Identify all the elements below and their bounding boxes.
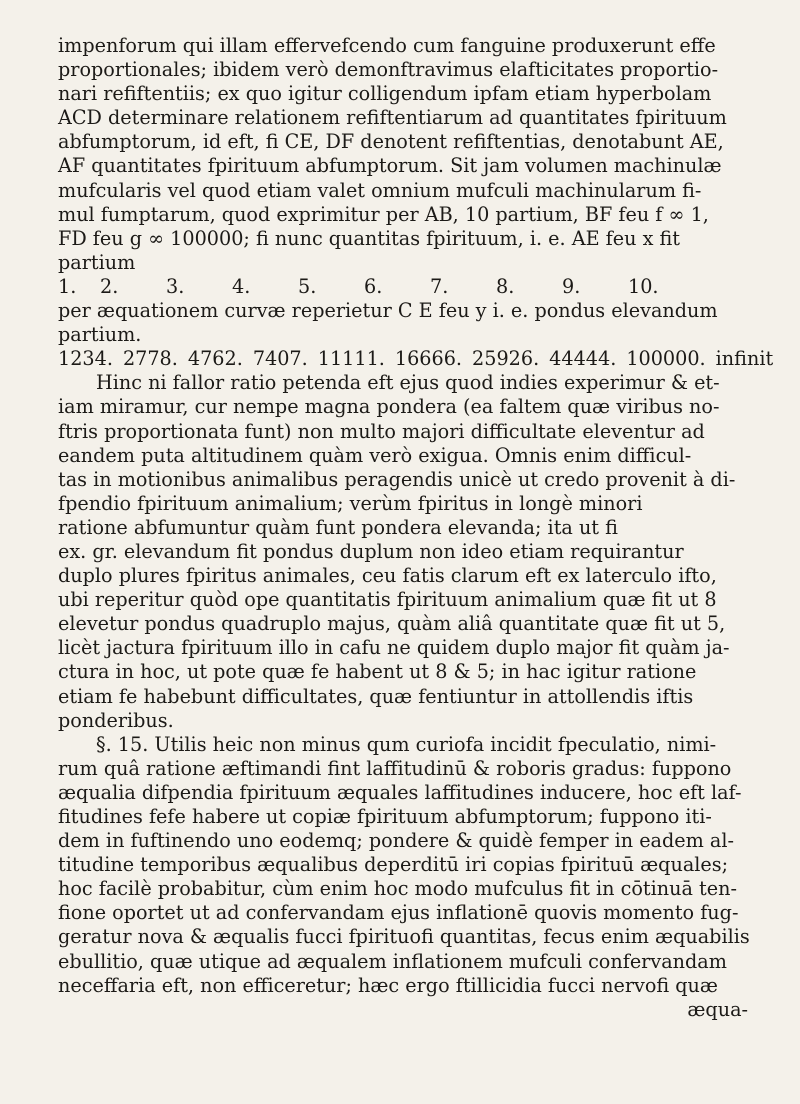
scale-number: 2. <box>100 274 119 298</box>
scale-number: 3. <box>166 274 185 298</box>
text-line: mufcularis vel quod etiam valet omnium mufculi machinularum fi- <box>58 178 702 202</box>
scale-number: 8. <box>496 274 515 298</box>
scale-row <box>58 275 754 299</box>
scale-number: 9. <box>562 274 581 298</box>
text-line: proportionales; ibidem verò demonftravimus elafticitates proportio- <box>58 58 719 82</box>
text-line: fione oportet ut ad confervandam ejus inflationē quovis momento fug- <box>58 901 739 925</box>
value-entry: 1234. <box>58 347 113 371</box>
text-line: fpendio fpirituum animalium; verùm fpiritus in longè minori <box>58 491 643 515</box>
text-line: hoc facilè probabitur, cùm enim hoc modo mufculus fit in cōtinuā ten- <box>58 877 737 901</box>
text-line: ubi reperitur quòd ope quantitatis fpirituum animalium quæ fit ut 8 <box>58 588 717 612</box>
text-line: dem in fuftinendo uno eodemq; pondere & quidè femper in eadem al- <box>58 829 734 853</box>
text-line: ctura in hoc, ut pote quæ fe habent ut 8 & 5; in hac igitur ratione <box>58 660 697 684</box>
scale-number: 1. <box>58 274 77 298</box>
text-line: nari refiftentiis; ex quo igitur colligendum ipfam etiam hyperbolam <box>58 82 712 106</box>
scale-number: 6. <box>364 274 383 298</box>
text-line: mul fumptarum, quod exprimitur per AB, 10 partium, BF feu f ∞ 1, <box>58 202 709 226</box>
value-entry: 7407. <box>252 347 308 371</box>
values-row <box>58 347 774 371</box>
catchword: æqua- <box>687 997 748 1021</box>
value-entry: 16666. <box>394 347 463 371</box>
text-line: partium. <box>58 323 142 347</box>
value-entry: infinit <box>715 347 774 371</box>
value-entry: 25926. <box>472 347 540 371</box>
text-line: iam miramur, cur nempe magna pondera (ea faltem quæ viribus no- <box>58 395 720 419</box>
text-line: æqualia difpendia fpirituum æquales laffitudines inducere, hoc eft laf- <box>58 780 742 804</box>
text-line: Hinc ni fallor ratio petenda eft ejus quod indies experimur & et- <box>96 371 720 395</box>
value-entry: 2778. <box>122 347 178 371</box>
text-line: FD feu g ∞ 100000; fi nunc quantitas fpirituum, i. e. AE feu x fit <box>58 226 681 250</box>
text-line: §. 15. Utilis heic non minus qum curiofa incidit fpeculatio, nimi- <box>96 732 717 756</box>
text-line: fitudines fefe habere ut copiæ fpirituum abfumptorum; fuppono iti- <box>58 805 712 828</box>
text-line: ebullitio, quæ utique ad æqualem inflationem mufculi confervandam <box>58 949 727 973</box>
value-entry: 4762. <box>187 347 243 371</box>
text-line: impenforum qui illam effervefcendo cum fanguine produxerunt effe <box>58 34 716 57</box>
scale-number: 5. <box>298 274 317 298</box>
text-line: eandem puta altitudinem quàm verò exigua. Omnis enim difficul- <box>58 443 692 467</box>
value-entry: 100000. <box>626 347 706 371</box>
text-line: elevetur pondus quadruplo majus, quàm aliâ quantitate quæ fit ut 5, <box>58 612 726 636</box>
text-line: per æquationem curvæ reperietur C E feu y i. e. pondus elevandum <box>58 299 718 323</box>
scale-number: 4. <box>232 274 251 298</box>
text-line: geratur nova & æqualis fucci fpirituofi quantitas, fecus enim æquabilis <box>58 925 750 949</box>
text-line: ex. gr. elevandum fit pondus duplum non ideo etiam requirantur <box>58 539 684 563</box>
scale-number: 10. <box>628 274 659 298</box>
text-line: neceffaria eft, non efficeretur; hæc ergo ftillicidia fucci nervofi quæ <box>58 973 718 997</box>
text-line: rum quâ ratione æftimandi fint laffitudinū & roboris gradus: fuppono <box>58 756 732 780</box>
text-line: AF quantitates fpirituum abfumptorum. Sit jam volumen machinulæ <box>58 154 722 178</box>
text-line: etiam fe habebunt difficultates, quæ fentiuntur in attollendis iftis <box>58 684 694 708</box>
value-entry: 11111. <box>317 347 385 371</box>
text-line: ACD determinare relationem refiftentiarum ad quantitates fpirituum <box>58 106 727 130</box>
text-line: ftris proportionata funt) non multo majori difficultate eleventur ad <box>58 419 705 443</box>
text-line: duplo plures fpiritus animales, ceu fatis clarum eft ex laterculo ifto, <box>58 564 717 588</box>
text-line: titudine temporibus æqualibus deperditū iri copias fpirituū æquales; <box>58 853 729 877</box>
text-line: ratione abfumuntur quàm funt pondera elevanda; ita ut fi <box>58 515 618 539</box>
text-line: partium <box>58 250 136 274</box>
text-line: ponderibus. <box>58 708 174 732</box>
text-line: abfumptorum, id eft, fi CE, DF denotent refiftentias, denotabunt AE, <box>58 130 724 154</box>
scale-number: 7. <box>430 274 449 298</box>
text-line: tas in motionibus animalibus peragendis unicè ut credo provenit à di- <box>58 467 736 491</box>
text-line: licèt jactura fpirituum illo in cafu ne quidem duplo major fit quàm ja- <box>58 636 730 660</box>
value-entry: 44444. <box>549 347 617 371</box>
